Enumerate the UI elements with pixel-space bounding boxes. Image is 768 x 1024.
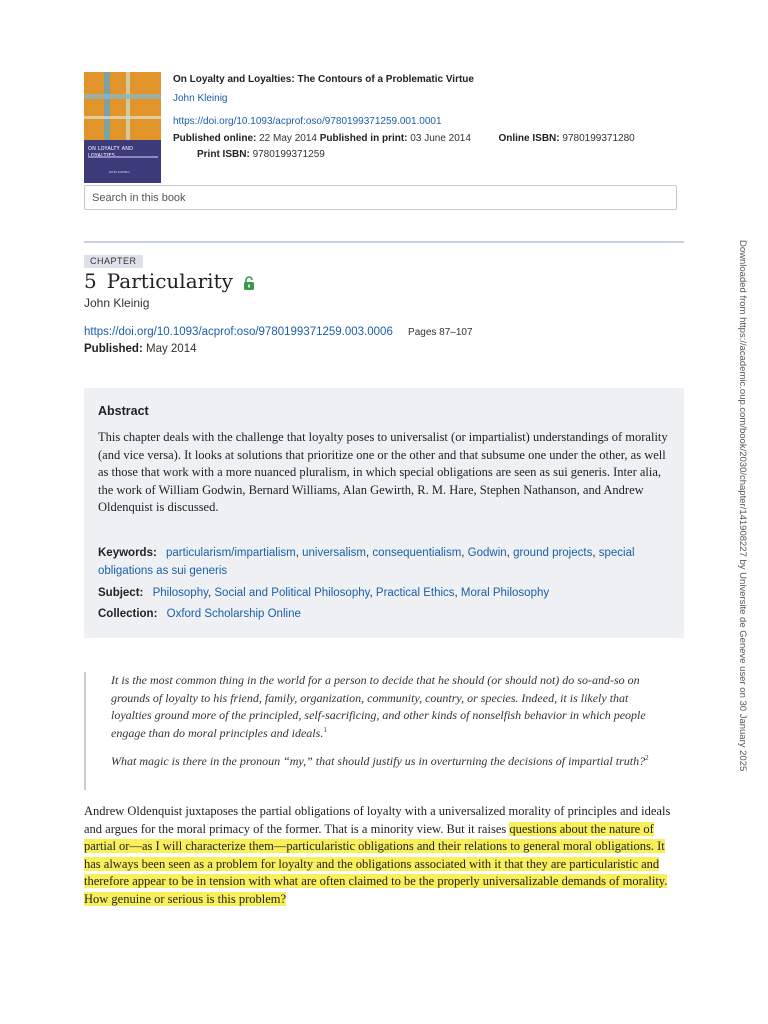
chapter-title-text: Particularity — [106, 269, 233, 293]
subject-link[interactable]: Practical Ethics — [375, 587, 455, 599]
chapter-badge: CHAPTER — [84, 255, 143, 268]
epigraph-block — [84, 672, 684, 790]
book-metadata — [173, 73, 474, 86]
keyword-link[interactable]: consequentialism — [372, 547, 462, 559]
keywords-row: Keywords: particularism/impartialism, universalism, consequentialism, Godwin, ground projects, special obligations as sui generis — [98, 547, 635, 577]
keyword-link[interactable]: special obligations as sui generis — [98, 547, 635, 577]
abstract-text: This chapter deals with the challenge that loyalty poses to universalist (or impartialist) understandings of morality (and vice versa). It looks at solutions that prioritize one or the other and that subsume one under the other, as well as those that work with a more nuanced pluralism, in which special obligations are seen as sui generis. Inter alia, the work of William Godwin, Bernard Williams, Alan Gewirth, R. M. Hare, Stephen Nathanson, and Andrew Oldenquist is discussed. — [98, 430, 668, 514]
abstract-panel — [84, 388, 684, 638]
subject-link[interactable]: Social and Political Philosophy — [214, 587, 370, 599]
book-publication-info: Published online: 22 May 2014 Published in print: 03 June 2014 Online ISBN: 9780199371280 — [173, 133, 635, 144]
section-divider — [84, 241, 684, 243]
chapter-published: Published: May 2014 — [84, 343, 197, 355]
highlighted-text[interactable]: questions about the nature of partial or—as I will characterize them—particularistic obligations and their relations to general moral obligations. It has always been seen as a problem for loyalty and the obligations associated with it that they are particularistic and therefore appear to be in tension with what are often claimed to be the properly universalizable demands of morality. How genuine or serious is this problem? — [84, 821, 668, 906]
epigraph-quote-2: What magic is there in the pronoun “my,” that should justify us in overturning the decisions of impartial truth?$^2$ — [111, 754, 649, 768]
keyword-link[interactable]: Godwin — [467, 547, 507, 559]
keyword-link[interactable]: universalism — [302, 547, 367, 559]
footnote-ref[interactable]: 2 — [645, 754, 649, 762]
download-watermark: Downloaded from https://academic.oup.com/book/2030/chapter/141908227 by Universite de Geneve user on 30 January 2025 — [737, 240, 748, 772]
book-title-link[interactable]: On Loyalty and Loyalties: The Contours of a Problematic Virtue — [173, 74, 474, 85]
chapter-title — [84, 269, 255, 295]
epigraph-quote-1: It is the most common thing in the world for a person to decide that he should (or should not) do so-and-so on grounds of loyalty to his friend, family, organization, community, country, or species. Indeed, it is likely that loyalties ground more of the principled, self-sacrificing, and other kinds of nonselfish behavior in which people engage than do moral principles and ideals.$^1$ — [111, 673, 646, 740]
chapter-author: John Kleinig — [84, 296, 150, 310]
subject-row: Subject: Philosophy, Social and Political Philosophy, Practical Ethics, Moral Philosophy — [98, 587, 550, 599]
search-in-book-input[interactable] — [84, 185, 677, 210]
subject-link[interactable]: Moral Philosophy — [460, 587, 550, 599]
chapter-pages: Pages 87–107 — [408, 327, 473, 338]
cover-title: ON LOYALTY AND — [88, 146, 134, 152]
collection-link[interactable]: Oxford Scholarship Online — [166, 608, 301, 620]
cover-artwork — [84, 72, 161, 140]
keyword-link[interactable]: particularism/impartialism — [166, 547, 296, 559]
body-paragraph: Andrew Oldenquist juxtaposes the partial obligations of loyalty with a universalized morality of principles and ideals and argues for the moral primacy of the former. That is a minority view. But it raises questions about the nature of partial or—as I will characterize them—particularistic obligations and their relations to general moral obligations. It has always been seen as a problem for loyalty and the obligations associated with it that they are particularistic and therefore appear to be in tension with what are often claimed to be the properly universalizable demands of morality. How genuine or serious is this problem? — [84, 804, 671, 906]
book-cover-image[interactable] — [84, 72, 161, 183]
cover-author: JOHN KLEINIG — [109, 170, 130, 174]
open-access-lock-icon — [243, 271, 255, 295]
chapter-doi-link[interactable]: https://doi.org/10.1093/acprof:oso/9780199371259.003.0006 — [84, 326, 393, 338]
book-doi-link[interactable]: https://doi.org/10.1093/acprof:oso/9780199371259.001.0001 — [173, 116, 442, 127]
print-isbn: Print ISBN: 9780199371259 — [197, 149, 325, 160]
collection-row: Collection: Oxford Scholarship Online — [98, 608, 301, 620]
book-author-link[interactable]: John Kleinig — [173, 93, 228, 104]
chapter-number: 5 — [84, 269, 97, 293]
keyword-link[interactable]: ground projects — [513, 547, 593, 559]
chapter-doi-row — [84, 326, 473, 338]
abstract-heading: Abstract — [98, 404, 149, 418]
footnote-ref[interactable]: 1 — [323, 725, 327, 734]
subject-link[interactable]: Philosophy — [152, 587, 208, 599]
